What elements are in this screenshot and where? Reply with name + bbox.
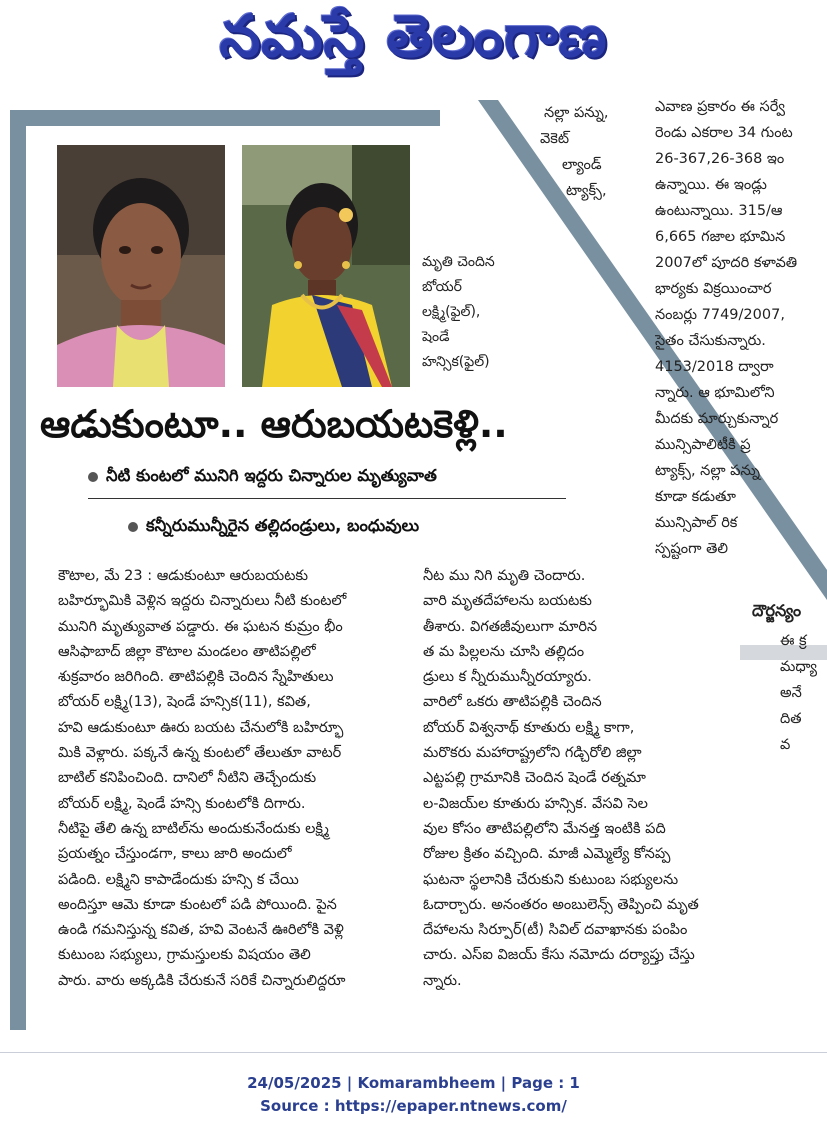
- text-line: భార్యకు విక్రయించార: [655, 281, 772, 297]
- body-text-line: నీటిపై తేలి ఉన్న బాటిల్‌ను అందుకునేందుకు లక్ష్మి: [58, 820, 330, 837]
- far-right-article-column: [655, 94, 827, 562]
- body-text-line: కౌటాల, మే 23 : ఆడుకుంటూ ఆరుబయటకు: [58, 568, 308, 584]
- body-text-line: తీశారు. విగతజీవులుగా మారిన: [423, 618, 598, 635]
- newspaper-title: నమస్తే తెలంగాణ: [219, 2, 608, 70]
- caption-line: లక్ష్మి(ఫైల్),: [422, 304, 481, 320]
- text-line: కూడా కడుతూ: [655, 489, 736, 505]
- body-text-line: ఉండి గమనిస్తున్న కవిత, హవి వెంటనే ఊరిలోకి వెళ్లి: [58, 922, 344, 939]
- text-line: ట్యాక్స్, నల్లా పన్ను: [655, 463, 761, 479]
- body-text-line: వారి మృతదేహాలను బయటకు: [423, 593, 592, 610]
- text-line: వెకెట్: [540, 131, 570, 147]
- body-text-line: రోజుల క్రితం వచ్చింది. మాజీ ఎమ్మెల్యే కోనప్ప: [423, 846, 671, 863]
- body-text-line: పడింది. లక్ష్మిని కాపాడేందుకు హన్సి క చేయి: [58, 871, 299, 888]
- body-text-line: అందిస్తూ ఆమె కూడా కుంటలో పడి పోయింది. పైన: [58, 896, 337, 913]
- body-text-line: ప్రయత్నం చేస్తుండగా, కాలు జారి అందులో: [58, 846, 292, 863]
- text-line: ఉన్నాయి. ఈ ఇండ్లు: [655, 177, 767, 193]
- body-text-line: ఎట్టపల్లి గ్రామానికి చెందిన షెండే రత్నమా: [423, 770, 646, 787]
- article-body-column-2: [423, 564, 699, 994]
- text-line: మున్సిపాల్ రిక: [655, 515, 738, 531]
- text-line: మధ్యా: [780, 659, 818, 675]
- caption-line: మృతి చెందిన: [422, 254, 495, 270]
- article-body-column-1: [58, 564, 346, 994]
- text-line: 6,665 గజాల భూమిన: [655, 229, 786, 245]
- text-line: మున్సిపాలిటీకి ప్ర: [655, 437, 751, 453]
- body-text-line: బాటిల్ కనిపించింది. దానిలో నీటిని తెచ్చేందుకు: [58, 770, 317, 787]
- body-text-line: హవి ఆడుకుంటూ ఊరు బయట చేనులోకి బహిర్భూ: [58, 719, 344, 736]
- text-line: వ: [780, 737, 791, 753]
- caption-line: బోయర్: [422, 279, 462, 295]
- text-line: ఈ క్ర: [780, 633, 807, 649]
- body-text-line: చారు. ఎస్ఐ విజయ్ కేసు నమోదు దర్యాప్తు చేస్తు: [423, 947, 695, 964]
- text-line: ఎవాణ ప్రకారం ఈ సర్వే: [655, 99, 785, 115]
- body-text-line: బోయర్ లక్ష్మి(13), షెండే హన్సిక(11), కవిత,: [58, 694, 311, 711]
- body-text-line: బహిర్భూమికి వెళ్లిన ఇద్దరు చిన్నారులు నీటి కుంటలో: [58, 593, 347, 610]
- masthead: [0, 0, 827, 100]
- side-heading: దౌర్జన్యం: [752, 601, 802, 620]
- text-line: ల్యాండ్: [562, 157, 602, 173]
- body-text-line: మికి వెళ్లారు. పక్కనే ఉన్న కుంటలో తేలుతూ వాటర్: [58, 745, 342, 762]
- caption-line: హన్సిక(ఫైల్): [422, 354, 490, 370]
- far-right-lower-column: [780, 628, 827, 758]
- caption-line: షెండే: [422, 329, 450, 345]
- body-text-line: బోయర్ విశ్వనాథ్ కూతురు లక్ష్మి కాగా,: [423, 719, 635, 736]
- text-line: 4153/2018 ద్వారా: [655, 359, 774, 375]
- footer-edition-info: 24/05/2025 | Komarambheem | Page : 1: [247, 1074, 580, 1092]
- article-headline: ఆడుకుంటూ.. ఆరుబయటకెళ్లి..: [40, 402, 508, 446]
- text-line: సైతం చేసుకున్నారు.: [655, 333, 766, 349]
- body-text-line: ల-విజయ్‌ల కూతురు హన్సిక. వేసవి సెల: [423, 795, 648, 812]
- photo-caption: [422, 250, 495, 375]
- text-line: మీదకు మార్చుకున్నార: [655, 411, 779, 427]
- body-text-line: బోయర్ లక్ష్మి, షెండే హన్సి కుంటలోకి దిగారు.: [58, 795, 306, 812]
- subheading-text: నీటి కుంటలో మునిగి ఇద్దరు చిన్నారుల మృత్యువాత: [106, 466, 437, 485]
- body-text-line: వారిలో ఒకరు తాటిపల్లికి చెందిన: [423, 694, 602, 711]
- text-line: ఉంటున్నాయి. 315/ఆ: [655, 203, 783, 219]
- subheading-2: [128, 516, 419, 539]
- footer-source-link[interactable]: Source : https://epaper.ntnews.com/: [260, 1097, 567, 1115]
- text-line: రెండు ఎకరాల 34 గుంట: [655, 125, 793, 141]
- body-text-line: శుక్రవారం జరిగింది. తాటిపల్లికి చెందిన స్నేహితులు: [58, 669, 334, 686]
- text-line: అనే: [780, 685, 802, 701]
- text-line: ట్యాక్స్,: [566, 183, 607, 199]
- body-text-line: త మ పిల్లలను చూసి తల్లిదం: [423, 643, 585, 660]
- text-line: 2007లో పూదరి కళావతి: [655, 255, 798, 271]
- divider: [88, 498, 566, 499]
- body-text-line: కుటుంబ సభ్యులు, గ్రామస్తులకు విషయం తెలి: [58, 947, 311, 964]
- bullet-icon: [128, 522, 138, 532]
- footer-divider: [0, 1052, 827, 1053]
- body-text-line: ఆసిఫాబాద్ జిల్లా కౌటాల మండలం తాటిపల్లిలో: [58, 643, 316, 660]
- body-text-line: పారు. వారు అక్కడికి చేరుకునే సరికే చిన్నారులిద్దరూ: [58, 972, 346, 989]
- text-line: 26-367,26-368 ఇం: [655, 151, 785, 167]
- body-text-line: వుల కోసం తాటిపల్లిలోని మేనత్త ఇంటికి పది: [423, 820, 666, 837]
- body-text-line: మరొకరు మహారాష్ట్రలోని గడ్చిరోలి జిల్లా: [423, 745, 642, 762]
- body-text-line: ఘటనా స్థలానికి చేరుకుని కుటుంబ సభ్యులను: [423, 871, 679, 888]
- adjacent-article-column: [540, 100, 608, 204]
- body-text-line: న్నారు.: [423, 972, 462, 989]
- body-text-line: డ్రులు క న్నీరుమున్నీరయ్యారు.: [423, 669, 592, 686]
- photo-girl-2: [242, 145, 410, 387]
- body-text-line: మునిగి మృత్యువాత పడ్డారు. ఈ ఘటన కుమ్రం భీం: [58, 618, 343, 635]
- bullet-icon: [88, 472, 98, 482]
- subheading-text: కన్నీరుమున్నీరైన తల్లిదండ్రులు, బంధువులు: [146, 516, 420, 535]
- body-text-line: నీట ము నిగి మృతి చెందారు.: [423, 568, 586, 584]
- text-line: దిత: [780, 711, 802, 727]
- text-line: నల్లా పన్ను,: [544, 105, 609, 121]
- body-text-line: ఓదార్చారు. అనంతరం అంబులెన్స్ తెప్పించి మృత: [423, 896, 699, 913]
- subheading-1: [88, 466, 437, 489]
- body-text-line: దేహాలను సిర్పూర్(టీ) సివిల్ దవాఖానకు పంపిం: [423, 922, 688, 939]
- text-line: స్పష్టంగా తెలి: [655, 541, 728, 557]
- text-line: నంబర్లు 7749/2007,: [655, 307, 785, 323]
- photo-girl-1: [57, 145, 225, 387]
- text-line: న్నారు. ఆ భూమిలోని: [655, 385, 775, 401]
